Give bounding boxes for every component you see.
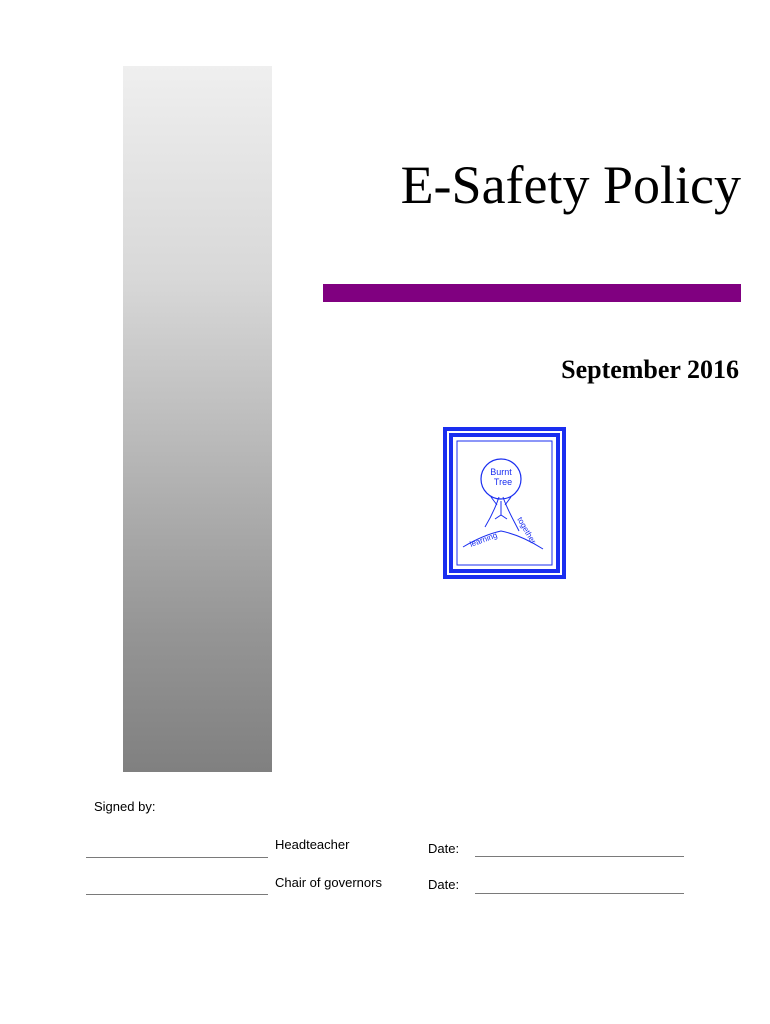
headteacher-date-label: Date:	[428, 841, 460, 856]
headteacher-signature-line[interactable]	[86, 857, 268, 858]
logo-motto-right: together	[515, 515, 538, 546]
school-logo	[443, 427, 566, 579]
title-divider	[323, 284, 741, 302]
logo-text-burnt: Burnt	[490, 467, 512, 477]
headteacher-label: Headteacher	[275, 837, 350, 852]
logo-text-tree: Tree	[493, 477, 513, 487]
chair-of-governors-label: Chair of governors	[275, 875, 382, 890]
chair-signature-line[interactable]	[86, 894, 268, 895]
headteacher-date-line[interactable]	[475, 856, 684, 857]
chair-date-line[interactable]	[475, 893, 684, 894]
document-date: September 2016	[561, 355, 739, 384]
chair-date-label: Date:	[428, 877, 460, 892]
logo-motto-left: learning	[468, 530, 499, 549]
document-title: E-Safety Policy	[400, 155, 741, 215]
decorative-gradient-bar	[123, 66, 272, 772]
signed-by-label: Signed by:	[94, 799, 156, 814]
